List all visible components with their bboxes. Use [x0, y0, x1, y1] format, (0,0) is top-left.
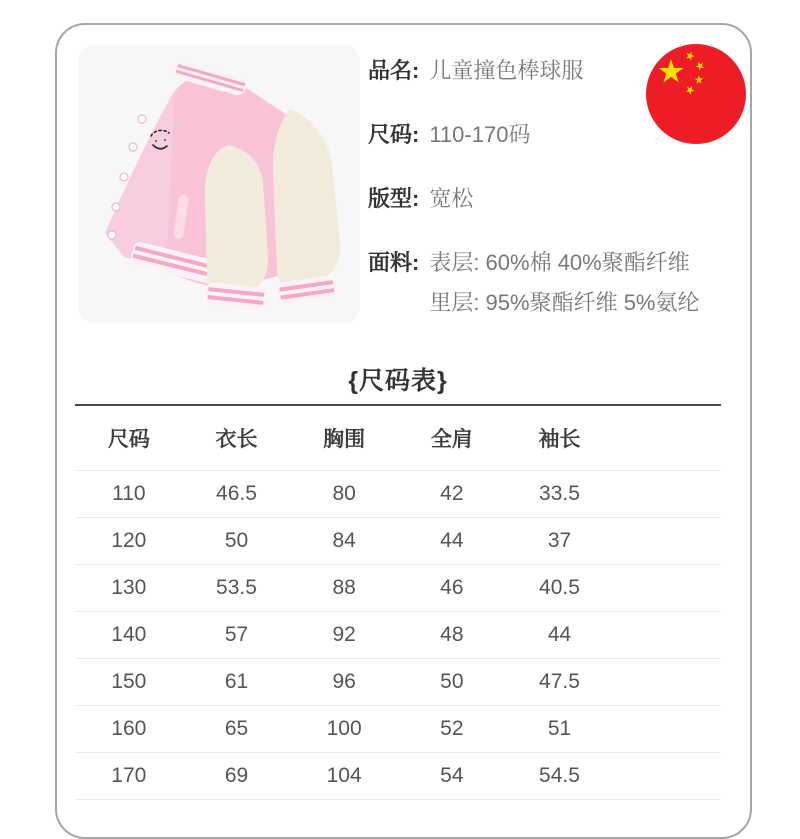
cell: 53.5 [216, 576, 257, 599]
jacket-illustration-icon [78, 45, 360, 323]
cell: 33.5 [539, 482, 580, 505]
field-fabric [368, 249, 700, 317]
col-header-length: 衣长 [215, 428, 258, 451]
cell: 69 [224, 764, 249, 787]
col-header-shoulder: 全肩 [430, 428, 473, 451]
col-header-sleeve: 袖长 [538, 428, 581, 451]
field-value: 儿童撞色棒球服 [429, 58, 584, 83]
table-row [75, 611, 721, 658]
field-size-range [368, 121, 700, 149]
field-value: 宽松 [429, 186, 474, 211]
cell: 47.5 [539, 670, 580, 693]
cell: 50 [440, 670, 464, 693]
table-row [75, 564, 721, 611]
cell: 46 [440, 576, 464, 599]
cell: 104 [326, 764, 362, 787]
field-value [429, 249, 699, 317]
cell: 54 [440, 764, 464, 787]
cell: 130 [111, 576, 147, 599]
size-chart-title: {尺码表} [348, 367, 448, 395]
cell: 110 [112, 482, 146, 505]
cell: 65 [224, 717, 249, 740]
field-label: 品名: [368, 58, 420, 83]
cell: 150 [111, 670, 147, 693]
cell: 92 [332, 623, 356, 646]
table-row [75, 752, 721, 800]
fabric-lining-layer: 里层: 95%聚酯纤维 5%氨纶 [429, 290, 700, 315]
cell: 88 [332, 576, 356, 599]
cell: 61 [224, 670, 249, 693]
cell: 50 [224, 529, 249, 552]
table-row [75, 470, 721, 517]
cell: 54.5 [539, 764, 580, 787]
cell: 100 [326, 717, 362, 740]
field-fit [368, 185, 700, 213]
cell: 40.5 [539, 576, 580, 599]
field-label: 尺码: [368, 122, 420, 147]
cell: 140 [111, 623, 147, 646]
cell: 96 [332, 670, 356, 693]
table-header-row [75, 404, 721, 470]
table-row [75, 658, 721, 705]
field-label: 面料: [368, 250, 420, 275]
field-value: 110-170码 [429, 122, 531, 147]
col-header-chest: 胸围 [323, 428, 366, 451]
cell: 44 [440, 529, 464, 552]
cell: 84 [332, 529, 356, 552]
cell: 42 [440, 482, 464, 505]
table-row [75, 705, 721, 752]
cell: 46.5 [216, 482, 257, 505]
cell: 44 [547, 623, 572, 646]
cell: 52 [440, 717, 464, 740]
field-label: 版型: [368, 186, 420, 211]
cell: 57 [224, 623, 249, 646]
product-info-list [368, 57, 700, 353]
product-image [78, 45, 360, 323]
size-chart-table [75, 404, 721, 800]
cell: 48 [440, 623, 464, 646]
fabric-outer-layer: 表层: 60%棉 40%聚酯纤维 [429, 250, 690, 275]
field-product-name [368, 57, 700, 85]
col-header-size: 尺码 [107, 428, 150, 451]
cell: 37 [547, 529, 572, 552]
cell: 120 [111, 529, 147, 552]
cell: 170 [111, 764, 147, 787]
cell: 51 [547, 717, 572, 740]
table-row [75, 517, 721, 564]
cell: 160 [111, 717, 147, 740]
product-card [55, 23, 752, 839]
cell: 80 [332, 482, 356, 505]
